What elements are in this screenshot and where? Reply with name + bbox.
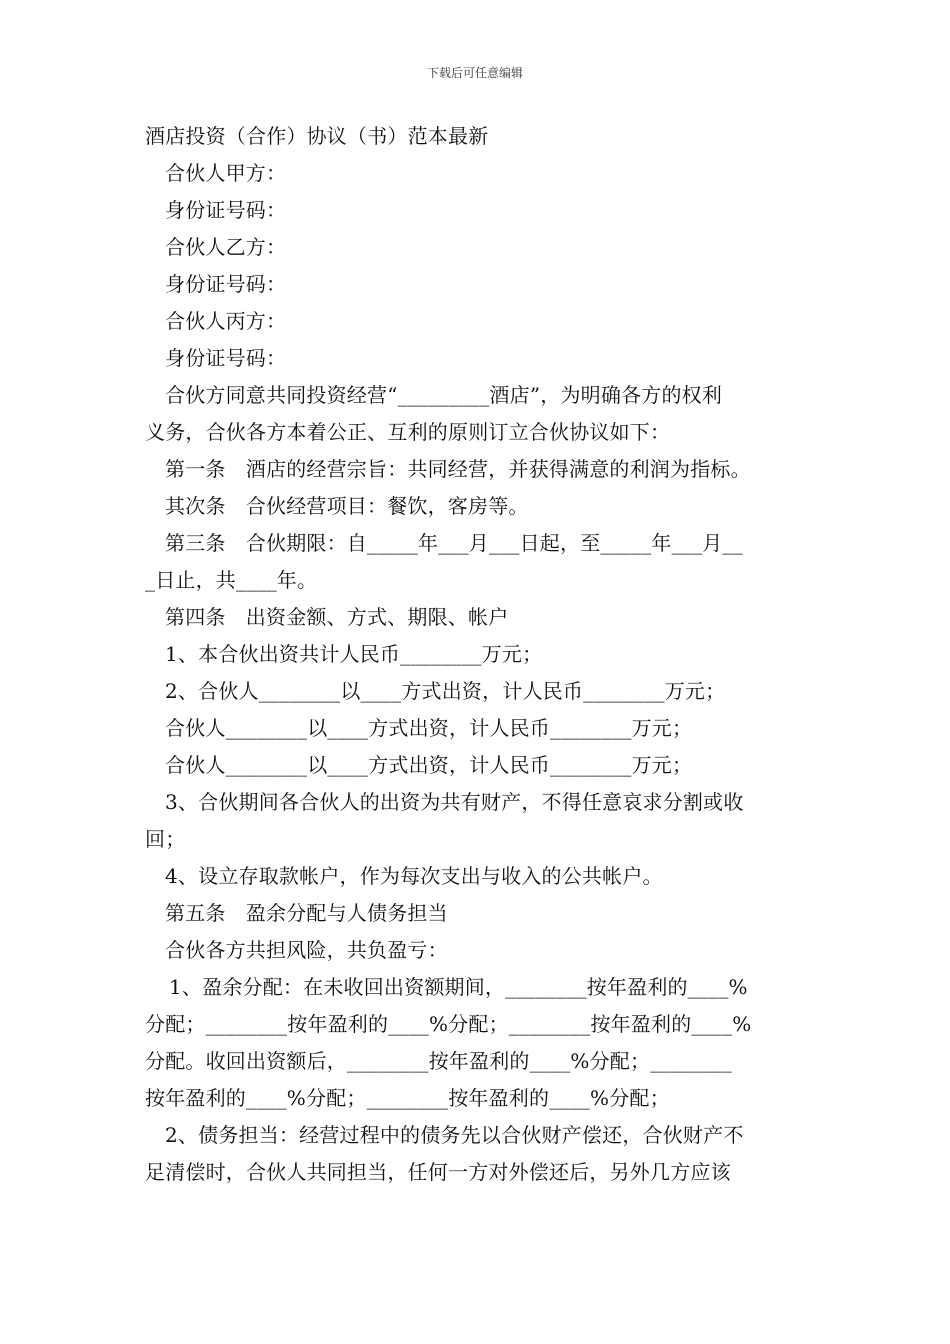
article-5-item-1-line-4: 按年盈利的____%分配；________按年盈利的____%分配； bbox=[145, 1086, 670, 1110]
article-5-item-1-line-2: 分配；________按年盈利的____%分配；________按年盈利的____% bbox=[145, 1012, 752, 1036]
header-note: 下载后可任意编辑 bbox=[426, 66, 523, 80]
article-5-item-2: 2、债务担当：经营过程中的债务先以合伙财产偿还，合伙财产不 bbox=[165, 1123, 744, 1147]
article-2: 其次条 合伙经营项目：餐饮，客房等。 bbox=[165, 494, 529, 518]
article-3-continued: _日止，共____年。 bbox=[145, 568, 318, 592]
article-4-item-4: 4、设立存取款帐户，作为每次支出与收入的公共帐户。 bbox=[165, 864, 663, 888]
article-5-item-1: 1、盈余分配：在未收回出资额期间，________按年盈利的____% bbox=[169, 975, 748, 999]
article-4-item-2c: 合伙人________以____方式出资，计人民币________万元； bbox=[165, 753, 693, 777]
party-b-label: 合伙人乙方： bbox=[165, 235, 287, 259]
party-b-id-label: 身份证号码： bbox=[165, 272, 287, 296]
paragraph-line: 合伙方同意共同投资经营“_________酒店”，为明确各方的权利 bbox=[165, 383, 723, 407]
article-4-item-2: 2、合伙人________以____方式出资，计人民币________万元； bbox=[165, 679, 726, 703]
article-4: 第四条 出资金额、方式、期限、帐户 bbox=[165, 605, 509, 629]
document-body bbox=[145, 118, 815, 1191]
party-a-id-label: 身份证号码： bbox=[165, 198, 287, 222]
party-c-id-label: 身份证号码： bbox=[165, 346, 287, 370]
party-a-label: 合伙人甲方： bbox=[165, 161, 287, 185]
party-c-label: 合伙人丙方： bbox=[165, 309, 287, 333]
article-3: 第三条 合伙期限：自_____年___月___日起，至_____年___月__ bbox=[165, 531, 743, 555]
article-4-item-1: 1、本合伙出资共计人民币________万元； bbox=[165, 642, 543, 666]
paragraph-line: 义务，合伙各方本着公正、互利的原则订立合伙协议如下： bbox=[145, 420, 671, 444]
article-5-intro: 合伙各方共担风险，共负盈亏： bbox=[165, 938, 448, 962]
article-4-item-3-continued: 回； bbox=[145, 827, 186, 851]
article-5-item-1-line-3: 分配。收回出资额后，________按年盈利的____%分配；________ bbox=[145, 1049, 732, 1073]
article-4-item-2b: 合伙人________以____方式出资，计人民币________万元； bbox=[165, 716, 693, 740]
article-5: 第五条 盈余分配与人债务担当 bbox=[165, 901, 448, 925]
article-5-item-2-continued: 足清偿时，合伙人共同担当，任何一方对外偿还后，另外几方应该 bbox=[145, 1160, 731, 1184]
article-1: 第一条 酒店的经营宗旨：共同经营，并获得满意的利润为指标。 bbox=[165, 457, 751, 481]
article-4-item-3: 3、合伙期间各合伙人的出资为共有财产，不得任意哀求分割或收 bbox=[165, 790, 744, 814]
document-title: 酒店投资（合作）协议（书）范本最新 bbox=[145, 124, 489, 148]
